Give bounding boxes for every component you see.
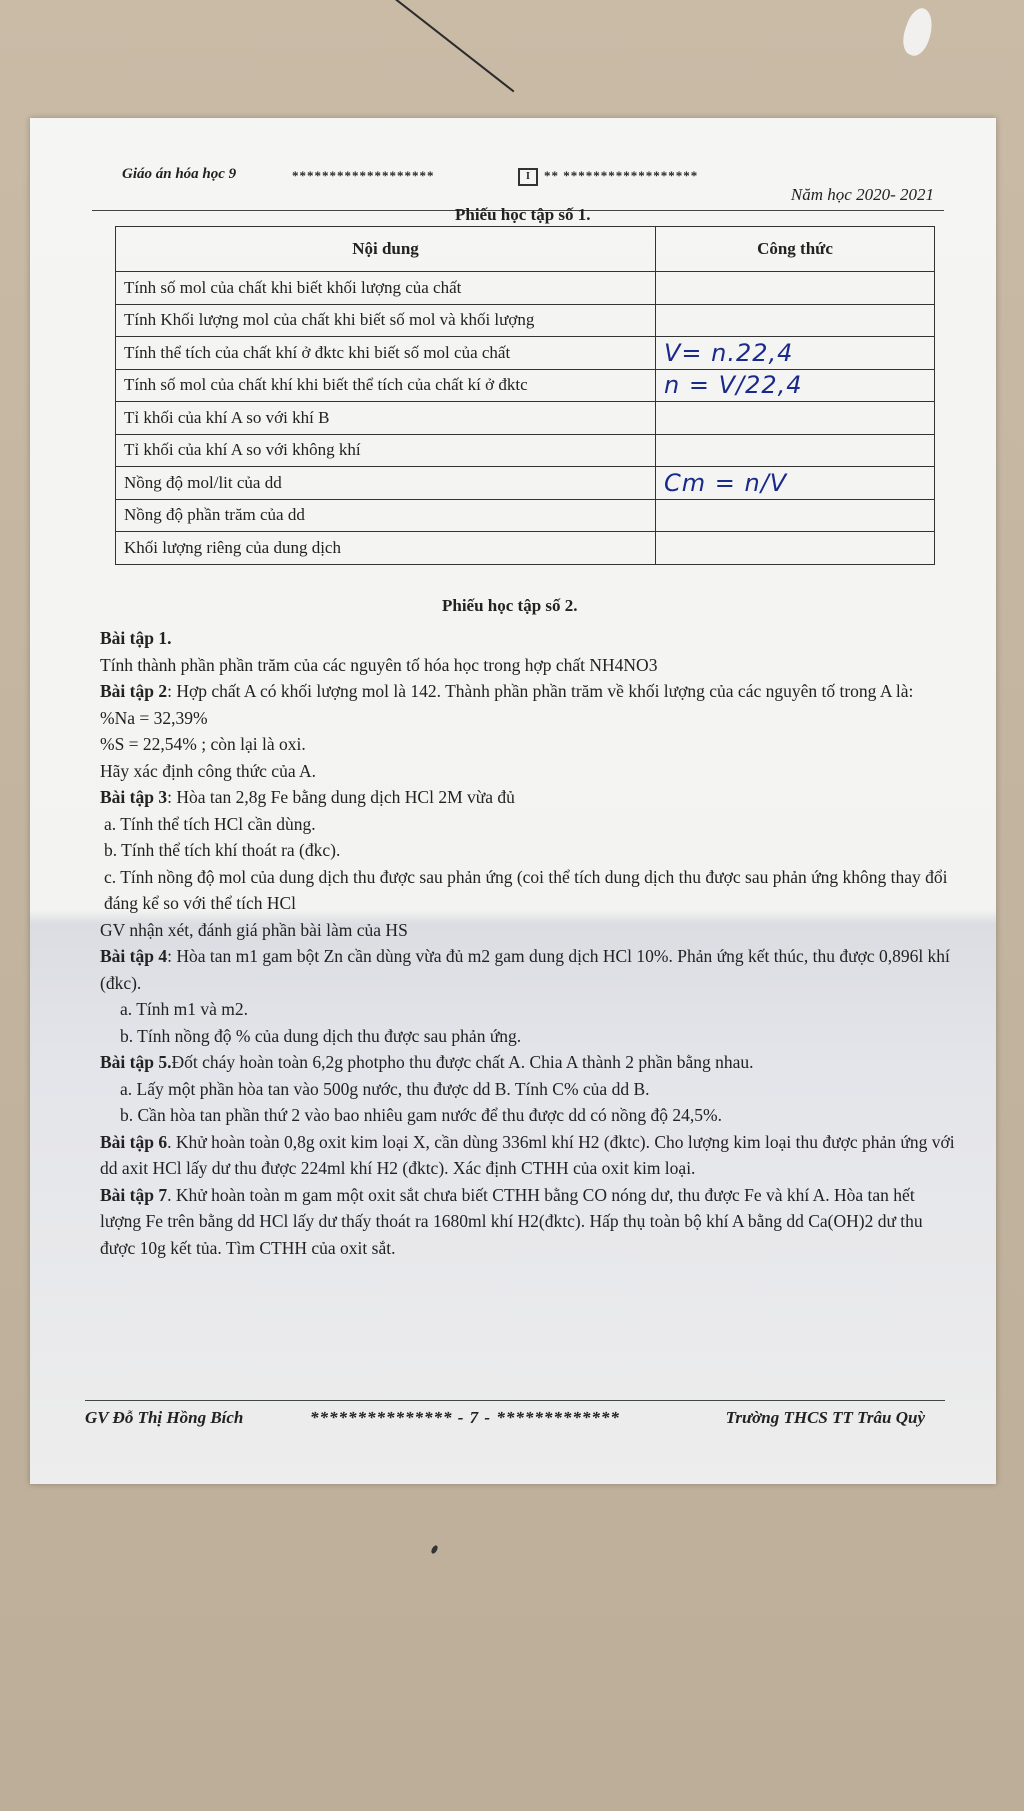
background-line (395, 0, 514, 92)
column-header-content: Nội dung (116, 227, 656, 272)
row-content: Tính Khối lượng mol của chất khi biết số mol và khối lượng (116, 304, 656, 337)
exercise3-a: a. Tính thể tích HCl cần dùng. (104, 813, 316, 834)
exercise2-question: Hãy xác định công thức của A. (100, 760, 317, 781)
exercise1-text: Tính thành phần phần trăm của các nguyên tố hóa học trong hợp chất (100, 654, 586, 675)
teacher-note: GV nhận xét, đánh giá phần bài làm của HS (100, 919, 408, 940)
exercise-list (100, 625, 960, 1261)
exercise6-label: Bài tập 6 (100, 1131, 168, 1152)
exercise3-text: : Hòa tan 2,8g Fe bằng dung dịch HCl 2M vừa đủ (167, 787, 515, 807)
row-formula: Cm = n/V (656, 467, 935, 500)
row-content: Tỉ khối của khí A so với không khí (116, 434, 656, 467)
table-row (116, 434, 935, 467)
table-row (116, 402, 935, 435)
header-stars-left: ******************* (292, 168, 435, 183)
header-logo: I (518, 168, 538, 186)
header-stars-right: ** ****************** (544, 168, 699, 183)
worksheet1-title: Phiếu học tập số 1. (455, 205, 591, 224)
row-formula (656, 272, 935, 305)
exercise4 (100, 943, 960, 996)
exercise6-text: . Khử hoàn toàn 0,8g oxit kim loại X, cần dùng 336ml khí H2 (đktc). Cho lượng kim loại thu được phản ứng với dd axit HCl lấy dư thu được 224ml khí H2 (đktc). Xác định CTHH của oxit kim loại. (100, 1131, 955, 1178)
row-content: Tỉ khối của khí A so với khí B (116, 402, 656, 435)
exercise1-label: Bài tập 1. (100, 628, 172, 648)
exercise4-a: a. Tính m1 và m2. (120, 999, 248, 1019)
page-header (92, 160, 944, 211)
table-row (116, 499, 935, 532)
exercise2-text: : Hợp chất A có khối lượng mol là 142. Thành phần phần trăm về khối lượng của các nguyên tố trong A là: (167, 681, 914, 701)
table-row (116, 304, 935, 337)
exercise5-a: a. Lấy một phần hòa tan vào 500g nước, thu được dd B. Tính C% của dd B. (120, 1078, 650, 1099)
exercise2-label: Bài tập 2 (100, 681, 168, 701)
table-row (116, 272, 935, 305)
table-row (116, 337, 935, 370)
table-row (116, 369, 935, 402)
exercise2 (100, 678, 960, 705)
row-formula (656, 434, 935, 467)
footer-page-number: *************** - 7 - ************* (310, 1408, 620, 1427)
column-header-formula: Công thức (656, 227, 935, 272)
row-formula (656, 402, 935, 435)
table-row (116, 467, 935, 500)
row-content: Tính thể tích của chất khí ở đktc khi biết số mol của chất (116, 337, 656, 370)
row-content: Tính số mol của chất khí khi biết thể tích của chất kí ở đktc (116, 369, 656, 402)
row-content: Tính số mol của chất khi biết khối lượng của chất (116, 272, 656, 305)
exercise5-text: Đốt cháy hoàn toàn 6,2g photpho thu được chất A. Chia A thành 2 phần bằng nhau. (171, 1052, 754, 1072)
row-content: Nồng độ phần trăm của dd (116, 499, 656, 532)
exercise1 (100, 652, 960, 679)
row-content: Nồng độ mol/lit của dd (116, 467, 656, 500)
exercise3-b: b. Tính thể tích khí thoát ra (đkc). (104, 840, 341, 860)
footer-divider (85, 1400, 945, 1401)
exercise1-formula: NH4NO3 (589, 654, 658, 675)
exercise5-b: b. Cần hòa tan phần thứ 2 vào bao nhiêu gam nước để thu được dd có nồng độ 24,5%. (120, 1105, 722, 1125)
footer-teacher: GV Đỗ Thị Hồng Bích (85, 1408, 244, 1427)
exercise2-s: %S = 22,54% ; còn lại là oxi. (100, 734, 306, 754)
table-row (116, 532, 935, 565)
exercise4-b: b. Tính nồng độ % của dung dịch thu được sau phản ứng. (120, 1025, 522, 1046)
formula-table (115, 226, 935, 565)
row-formula: n = V/22,4 (656, 369, 935, 402)
exercise5 (100, 1049, 960, 1076)
exercise7-text: . Khử hoàn toàn m gam một oxit sắt chưa biết CTHH bằng CO nóng dư, thu được Fe và khí A. Hòa tan hết lượng Fe trên bằng dd HCl lấy dư thấy thoát ra 1680ml khí H2(đktc). Hấp thụ toàn bộ khí A bằng dd Ca(OH)2 dư thu được 10g kết tủa. Tìm CTHH của oxit sắt. (100, 1184, 923, 1258)
exercise3 (100, 784, 960, 811)
row-formula (656, 499, 935, 532)
paper-scrap (898, 5, 939, 59)
exercise4-text: : Hòa tan m1 gam bột Zn cần dùng vừa đủ m2 gam dung dịch HCl 10%. Phản ứng kết thúc, thu được 0,896l khí (đkc). (100, 946, 950, 993)
exercise7-label: Bài tập 7 (100, 1184, 168, 1205)
row-content: Khối lượng riêng của dung dịch (116, 532, 656, 565)
exercise6 (100, 1129, 960, 1182)
footer-school: Trường THCS TT Trâu Quỳ (725, 1408, 925, 1427)
table-header-row (116, 227, 935, 272)
row-formula (656, 304, 935, 337)
exercise3-label: Bài tập 3 (100, 787, 168, 807)
worksheet2-title: Phiếu học tập số 2. (442, 596, 578, 615)
row-formula: V= n.22,4 (656, 337, 935, 370)
row-formula (656, 532, 935, 565)
header-subject: Giáo án hóa học 9 (122, 166, 237, 182)
speck (430, 1544, 439, 1554)
exercise7 (100, 1182, 960, 1262)
exercise3-c: c. Tính nồng độ mol của dung dịch thu được sau phản ứng (coi thể tích dung dịch thu được sau phản ứng không thay đổi đáng kể so với thể tích HCl (104, 866, 948, 913)
exercise2-na: %Na = 32,39% (100, 707, 208, 728)
header-year: Năm học 2020- 2021 (790, 185, 934, 204)
exercise5-label: Bài tập 5. (100, 1052, 172, 1072)
exercise4-label: Bài tập 4 (100, 946, 168, 966)
